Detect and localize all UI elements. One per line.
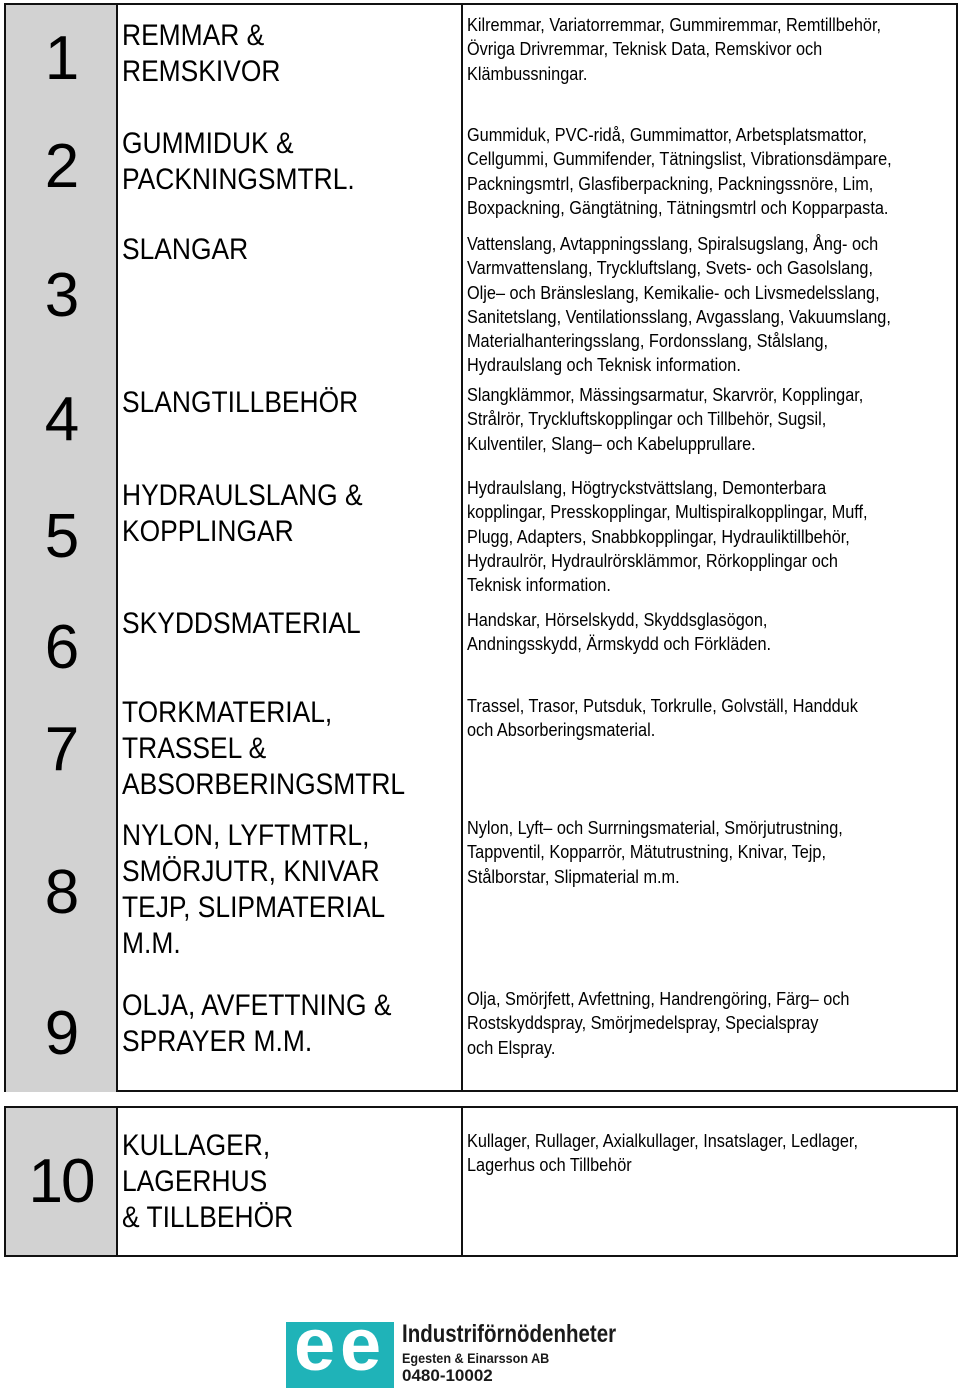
- description-line: Lagerhus och Tillbehör: [467, 1154, 632, 1176]
- category-description: [467, 383, 960, 456]
- category-title: [122, 478, 412, 550]
- description-line: Olja, Smörjfett, Avfettning, Handrengöring, Färg– och: [467, 988, 850, 1009]
- description-line: Hydraulslang, Högtryckstvättslang, Demonterbara: [467, 477, 827, 498]
- row-number-cell: [6, 976, 116, 1092]
- category-line: GUMMIDUK &: [122, 127, 294, 160]
- row-number-cell: [6, 469, 116, 605]
- description-line: Gummiduk, PVC-ridå, Gummimattor, Arbetsplatsmattor,: [467, 124, 867, 145]
- row-number: 7: [44, 715, 78, 784]
- row-number: 9: [44, 999, 78, 1068]
- description-line: Kulventiler, Slang– och Kabelupprullare.: [467, 432, 756, 454]
- category-line: SLANGTILLBEHÖR: [122, 386, 359, 419]
- catalog-row-1: [6, 5, 956, 112]
- description-line: Kullager, Rullager, Axialkullager, Insatslager, Ledlager,: [467, 1130, 858, 1151]
- logo-title: Industriförnödenheter: [402, 1320, 617, 1348]
- description-line: Övriga Drivremmar, Teknisk Data, Remskivor och: [467, 38, 823, 60]
- catalog-row-2: [6, 112, 956, 221]
- description-line: Hydraulslang och Teknisk information.: [467, 354, 741, 376]
- category-line: HYDRAULSLANG &: [122, 479, 363, 512]
- description-line: Tappventil, Kopparrör, Mätutrustning, Knivar, Tejp,: [467, 841, 826, 863]
- category-line: SLANGAR: [122, 233, 249, 266]
- description-line: Stålborstar, Slipmaterial m.m.: [467, 865, 680, 887]
- company-logo: [286, 1322, 726, 1388]
- catalog-row-3: [6, 221, 956, 376]
- category-description: [467, 232, 960, 378]
- category-line: REMMAR &: [122, 19, 265, 52]
- category-title: [122, 606, 412, 642]
- category-title: [122, 695, 412, 803]
- row-number-cell: [6, 605, 116, 690]
- catalog-row-10: [6, 1108, 956, 1255]
- category-title: [122, 18, 412, 90]
- catalog-row-9: [6, 976, 956, 1092]
- category-title: [122, 232, 412, 268]
- row-number-cell: [6, 690, 116, 810]
- description-line: Trassel, Trasor, Putsduk, Torkrulle, Golvställ, Handduk: [467, 695, 858, 716]
- category-description: [467, 987, 960, 1060]
- description-line: Varmvattenslang, Tryckluftslang, Svets- och Gasolslang,: [467, 257, 873, 279]
- row-number: 3: [44, 261, 78, 330]
- catalog-row-8: [6, 810, 956, 976]
- catalog-row-5: [6, 469, 956, 605]
- category-description: [467, 13, 960, 86]
- category-line: NYLON, LYFTMTRL,: [122, 819, 370, 852]
- category-line: TEJP, SLIPMATERIAL: [122, 891, 386, 924]
- category-line: ABSORBERINGSMTRL: [122, 768, 406, 801]
- category-line: M.M.: [122, 927, 181, 960]
- category-line: KULLAGER,: [122, 1129, 271, 1162]
- row-number: 1: [44, 23, 78, 93]
- category-line: OLJA, AVFETTNING &: [122, 989, 392, 1022]
- category-line: TRASSEL &: [122, 732, 267, 765]
- category-line: LAGERHUS: [122, 1165, 268, 1198]
- description-line: Rostskyddspray, Smörjmedelspray, Specialspray: [467, 1012, 819, 1034]
- description-line: Plugg, Adapters, Snabbkopplingar, Hydrauliktillbehör,: [467, 525, 850, 547]
- category-title: [122, 385, 412, 421]
- description-line: Olje– och Bränsleslang, Kemikalie- och Livsmedelsslang,: [467, 281, 880, 303]
- category-line: & TILLBEHÖR: [122, 1201, 294, 1234]
- description-line: Strålrör, Tryckluftskopplingar och Tillbehör, Sugsil,: [467, 408, 827, 430]
- category-line: REMSKIVOR: [122, 55, 281, 88]
- logo-phone: 0480-10002: [402, 1366, 493, 1385]
- row-number-cell: [6, 371, 116, 469]
- category-line: SPRAYER M.M.: [122, 1025, 313, 1058]
- category-line: SMÖRJUTR, KNIVAR: [122, 855, 380, 888]
- row-number: 10: [28, 1146, 94, 1216]
- category-description: [467, 608, 960, 657]
- row-number: 5: [44, 502, 78, 571]
- description-line: Sanitetslang, Ventilationsslang, Avgasslang, Vakuumslang,: [467, 305, 891, 327]
- row-number-cell: [6, 5, 116, 112]
- category-description: [467, 123, 960, 220]
- description-line: Kilremmar, Variatorremmar, Gummiremmar, Remtillbehör,: [467, 14, 882, 35]
- description-line: Handskar, Hörselskydd, Skyddsglasögon,: [467, 609, 768, 630]
- description-line: Teknisk information.: [467, 574, 611, 596]
- row-number: 2: [44, 131, 78, 201]
- logo-subtitle: Egesten & Einarsson AB: [402, 1350, 550, 1366]
- category-line: TORKMATERIAL,: [122, 696, 333, 729]
- category-title: [122, 1128, 412, 1236]
- logo-mark: e e: [286, 1322, 394, 1388]
- description-line: Materialhanteringsslang, Fordonsslang, Stålslang,: [467, 330, 829, 352]
- category-title: [122, 126, 412, 198]
- catalog-row-4: [6, 371, 956, 469]
- description-line: Cellgummi, Gummifender, Tätningslist, Vibrationsdämpare,: [467, 148, 892, 170]
- description-line: kopplingar, Presskopplingar, Multispiralkopplingar, Muff,: [467, 501, 868, 523]
- category-description: [467, 1129, 960, 1178]
- description-line: och Absorberingsmaterial.: [467, 719, 656, 741]
- description-line: Boxpackning, Gängtätning, Tätningsmtrl och Kopparpasta.: [467, 196, 889, 218]
- description-line: Packningsmtrl, Glasfiberpackning, Packningssnöre, Lim,: [467, 172, 874, 194]
- row-number: 4: [44, 385, 78, 454]
- description-line: Hydraulrör, Hydraulrörsklämmor, Rörkopplingar och: [467, 549, 838, 571]
- category-description: [467, 816, 960, 889]
- row-number-cell: [6, 221, 116, 371]
- row-number-cell: [6, 1108, 116, 1255]
- description-line: Slangklämmor, Mässingsarmatur, Skarvrör, Kopplingar,: [467, 384, 864, 405]
- row-number: 8: [44, 858, 78, 927]
- description-line: och Elspray.: [467, 1036, 556, 1058]
- description-line: Nylon, Lyft– och Surrningsmaterial, Smörjutrustning,: [467, 817, 843, 838]
- row-number: 6: [44, 612, 78, 682]
- catalog-row-6: [6, 605, 956, 690]
- description-line: Andningsskydd, Ärmskydd och Förkläden.: [467, 633, 772, 655]
- catalog-row-7: [6, 690, 956, 810]
- description-line: Klämbussningar.: [467, 62, 588, 84]
- category-description: [467, 694, 960, 743]
- category-line: KOPPLINGAR: [122, 515, 294, 548]
- category-line: PACKNINGSMTRL.: [122, 163, 355, 196]
- row-number-cell: [6, 810, 116, 976]
- catalog-table-bearings: [4, 1106, 958, 1257]
- description-line: Vattenslang, Avtappningsslang, Spiralsugslang, Ång- och: [467, 233, 879, 254]
- category-title: [122, 818, 412, 962]
- row-number-cell: [6, 112, 116, 221]
- category-title: [122, 988, 412, 1060]
- category-line: SKYDDSMATERIAL: [122, 607, 361, 640]
- catalog-table-main: [4, 3, 958, 1092]
- category-description: [467, 476, 960, 597]
